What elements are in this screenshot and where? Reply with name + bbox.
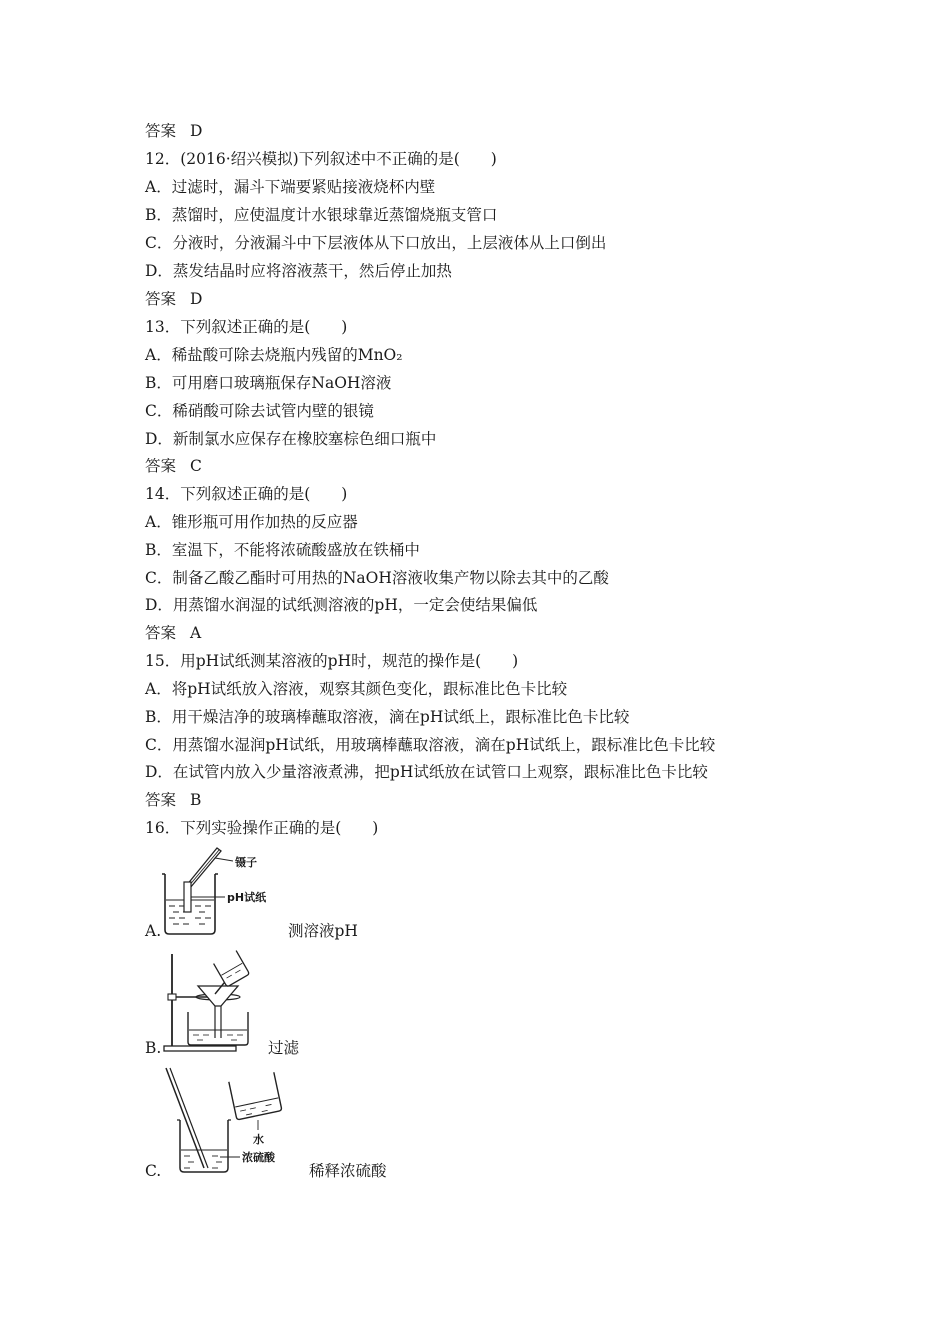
option-q15-b: B．用干燥洁净的玻璃棒蘸取溶液，滴在pH试纸上，跟标准比色卡比较 [145,708,630,726]
answer-label: 答案 [145,290,177,308]
answer-line-q11 [145,121,202,141]
answer-value: D [190,122,203,140]
question-stem-q16: 16．下列实验操作正确的是( ) [145,819,379,837]
answer-label: 答案 [145,791,177,809]
option-q12-c: C．分液时，分液漏斗中下层液体从下口放出，上层液体从上口倒出 [145,234,607,252]
option-q14-b: B．室温下，不能将浓硫酸盛放在铁桶中 [145,541,420,559]
question-stem-q15: 15．用pH试纸测某溶液的pH时，规范的操作是( ) [145,652,519,670]
option-q13-b: B．可用磨口玻璃瓶保存NaOH溶液 [145,374,392,392]
conc-sulfuric-acid-label: 浓硫酸 [242,1151,275,1164]
option-q14-a: A．锥形瓶可用作加热的反应器 [145,513,358,531]
ph-paper-label: pH试纸 [227,891,267,904]
figure-c-dilution-diagram [160,1064,295,1182]
question-stem-q13: 13．下列叙述正确的是( ) [145,318,348,336]
figure-b-caption: 过滤 [268,1039,300,1057]
figure-a-letter: A. [145,922,162,940]
figure-b-filtration-diagram [158,950,258,1058]
answer-value: D [190,290,203,308]
answer-label: 答案 [145,624,177,642]
tweezers-label: 镊子 [235,856,257,869]
figure-c-caption: 稀释浓硫酸 [309,1162,387,1180]
answer-line-q13 [145,456,202,476]
option-q12-a: A．过滤时，漏斗下端要紧贴接液烧杯内壁 [145,178,436,196]
answer-value: A [190,624,202,642]
option-q14-c: C．制备乙酸乙酯时可用热的NaOH溶液收集产物以除去其中的乙酸 [145,569,609,587]
option-q15-c: C．用蒸馏水湿润pH试纸，用玻璃棒蘸取溶液，滴在pH试纸上，跟标准比色卡比较 [145,736,716,754]
answer-value: B [190,791,202,809]
figure-c-letter: C. [145,1162,162,1180]
figure-a-caption: 测溶液pH [288,922,358,940]
question-stem-q12: 12．(2016·绍兴模拟)下列叙述中不正确的是( ) [145,150,497,168]
option-q13-c: C．稀硝酸可除去试管内壁的银镜 [145,402,374,420]
answer-line-q12 [145,289,202,309]
water-label: 水 [253,1133,264,1146]
figure-a-ph-test-diagram [155,842,280,937]
option-q15-d: D．在试管内放入少量溶液煮沸，把pH试纸放在试管口上观察，跟标准比色卡比较 [145,763,708,781]
option-q15-a: A．将pH试纸放入溶液，观察其颜色变化，跟标准比色卡比较 [145,680,568,698]
answer-line-q14 [145,623,201,643]
option-q12-b: B．蒸馏时，应使温度计水银球靠近蒸馏烧瓶支管口 [145,206,498,224]
option-q12-d: D．蒸发结晶时应将溶液蒸干，然后停止加热 [145,262,452,280]
answer-line-q15 [145,790,201,810]
answer-label: 答案 [145,122,177,140]
option-q13-a: A．稀盐酸可除去烧瓶内残留的MnO₂ [145,346,403,364]
answer-label: 答案 [145,457,177,475]
question-stem-q14: 14．下列叙述正确的是( ) [145,485,348,503]
figure-b-letter: B. [145,1039,162,1057]
option-q14-d: D．用蒸馏水润湿的试纸测溶液的pH，一定会使结果偏低 [145,596,538,614]
answer-value: C [190,457,202,475]
option-q13-d: D．新制氯水应保存在橡胶塞棕色细口瓶中 [145,430,437,448]
